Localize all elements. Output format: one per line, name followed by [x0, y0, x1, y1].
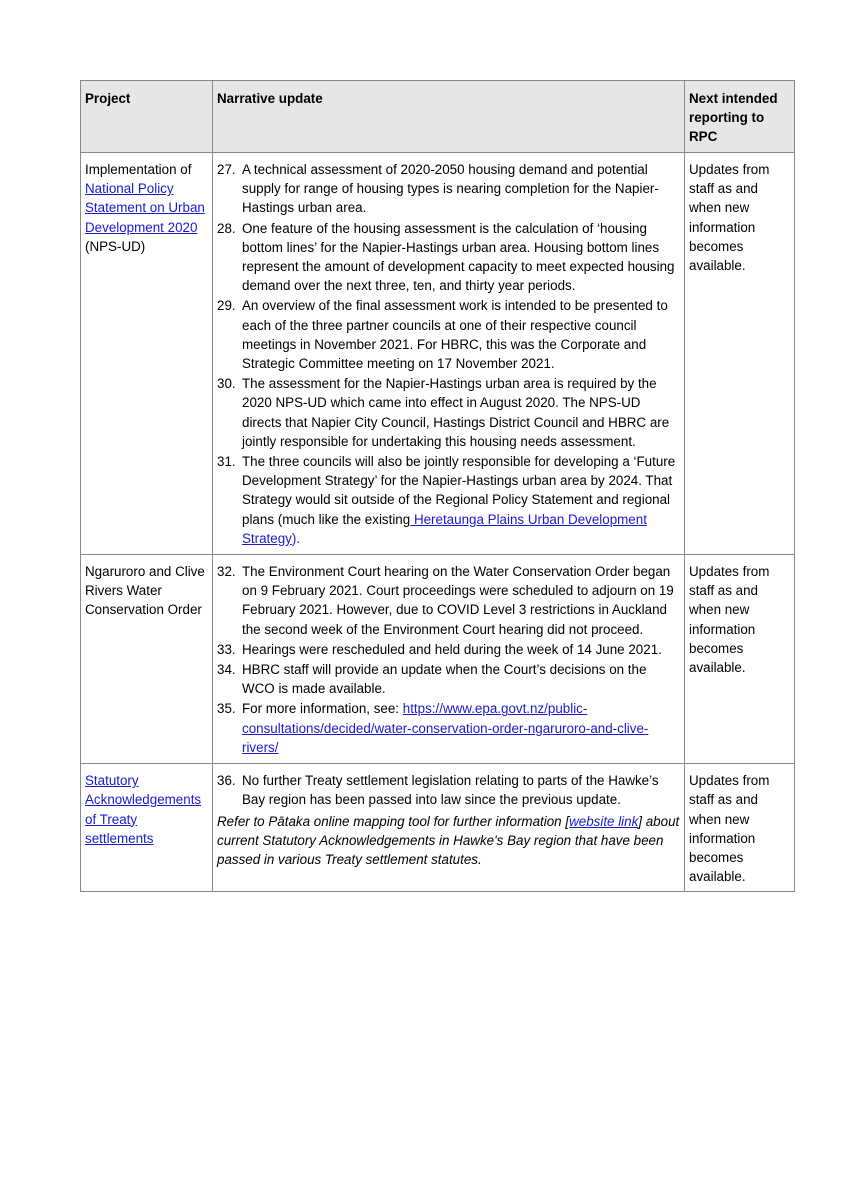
project-cell: Ngaruroro and Clive Rivers Water Conservation Order: [81, 555, 213, 764]
hpuds-link[interactable]: Heretaunga Plains Urban Development Strategy: [242, 511, 647, 546]
header-narrative-update: Narrative update: [213, 81, 685, 153]
item-text: An overview of the final assessment work is intended to be presented to each of the three partner councils at one of their respective council meetings in November 2021. For HBRC, this was the Corporate and Strategic Committee meeting on 17 November 2021.: [242, 298, 668, 372]
item-number: 27.: [217, 162, 236, 177]
list-item: [217, 640, 680, 659]
item-text: HBRC staff will provide an update when the Court’s decisions on the WCO is made available.: [242, 662, 647, 697]
reporting-cell: Updates from staff as and when new information becomes available.: [685, 764, 795, 892]
item-number: 34.: [217, 662, 236, 678]
list-item: [217, 374, 680, 451]
item-number: 33.: [217, 641, 236, 657]
table-row: [81, 153, 795, 555]
item-number: 31.: [217, 454, 236, 470]
list-item: [217, 219, 680, 296]
item-text: For more information, see:: [242, 701, 403, 717]
narrative-list: [217, 160, 680, 548]
epa-wco-link[interactable]: https://www.epa.govt.nz/public-consultations/decided/water-conservation-order-ngaruroro-and-clive-rivers/: [242, 701, 649, 755]
item-number: 28.: [217, 220, 236, 236]
header-next-reporting: Next intended reporting to RPC: [685, 81, 795, 153]
header-project: Project: [81, 81, 213, 153]
list-item: [217, 771, 680, 809]
reporting-cell: Updates from staff as and when new information becomes available.: [685, 153, 795, 555]
table-row: [81, 555, 795, 764]
reporting-cell: Updates from staff as and when new information becomes available.: [685, 555, 795, 764]
project-cell: [81, 764, 213, 892]
narrative-list: [217, 771, 680, 809]
list-item: [217, 699, 680, 757]
list-item: [217, 160, 680, 218]
pataka-note: [217, 812, 680, 870]
narrative-cell: [213, 764, 685, 892]
narrative-list: [217, 562, 680, 757]
list-item: [217, 452, 680, 548]
project-cell: [81, 153, 213, 555]
project-text: Implementation of: [85, 162, 192, 177]
list-item: [217, 562, 680, 639]
item-text: The three councils will also be jointly responsible for developing a ‘Future Development Strategy’ for the Napier-Hastings urban area by 2024. That Strategy would sit outside of the Regional Policy Statement and regional plans (much like the existing: [242, 454, 676, 527]
narrative-cell: [213, 555, 685, 764]
item-text: ).: [291, 530, 301, 546]
item-text: The Environment Court hearing on the Water Conservation Order began on 9 February 2021. Court proceedings were scheduled to adjourn on 19 February 2021. However, due to COVID Level 3 restrictions in Auckland the second week of the Environment Court hearing did not proceed.: [242, 564, 674, 637]
website-link[interactable]: website link: [569, 813, 639, 829]
item-text: A technical assessment of 2020-2050 housing demand and potential supply for range of housing types is nearing completion for the Napier-Hastings urban area.: [242, 162, 659, 216]
item-text: No further Treaty settlement legislation relating to parts of the Hawke’s Bay region has been passed into law since the previous update.: [242, 773, 659, 808]
statutory-acknowledgements-link[interactable]: Statutory Acknowledgements of Treaty settlements: [85, 773, 202, 846]
item-text: One feature of the housing assessment is the calculation of ‘housing bottom lines’ for the Napier-Hastings urban area. Housing bottom lines represent the amount of development capacity to meet expected housing demand over the next three, ten, and thirty year periods.: [242, 220, 675, 294]
project-text: (NPS-UD): [85, 238, 146, 254]
item-number: 29.: [217, 298, 236, 314]
narrative-cell: [213, 153, 685, 555]
note-text: Refer to Pātaka online mapping tool for further information [: [217, 813, 570, 829]
item-text: The assessment for the Napier-Hastings urban area is required by the 2020 NPS-UD which came into effect in August 2020. The NPS-UD directs that Napier City Council, Hastings District Council and HBRC are jointly responsible for undertaking this housing needs assessment.: [242, 376, 670, 449]
header-row: [81, 81, 795, 153]
item-text: Hearings were rescheduled and held during the week of 14 June 2021.: [242, 641, 662, 657]
note-text: ] about current Statutory Acknowledgements in Hawke's Bay region that have been passed in various Treaty settlement statutes.: [217, 813, 680, 867]
nps-ud-link[interactable]: National Policy Statement on Urban Development 2020: [85, 181, 205, 235]
item-number: 30.: [217, 376, 236, 392]
item-number: 36.: [217, 773, 236, 789]
item-number: 35.: [217, 701, 236, 717]
project-update-table: [80, 80, 795, 892]
item-number: 32.: [217, 564, 236, 580]
list-item: [217, 660, 680, 698]
list-item: [217, 296, 680, 373]
table-row: [81, 764, 795, 892]
